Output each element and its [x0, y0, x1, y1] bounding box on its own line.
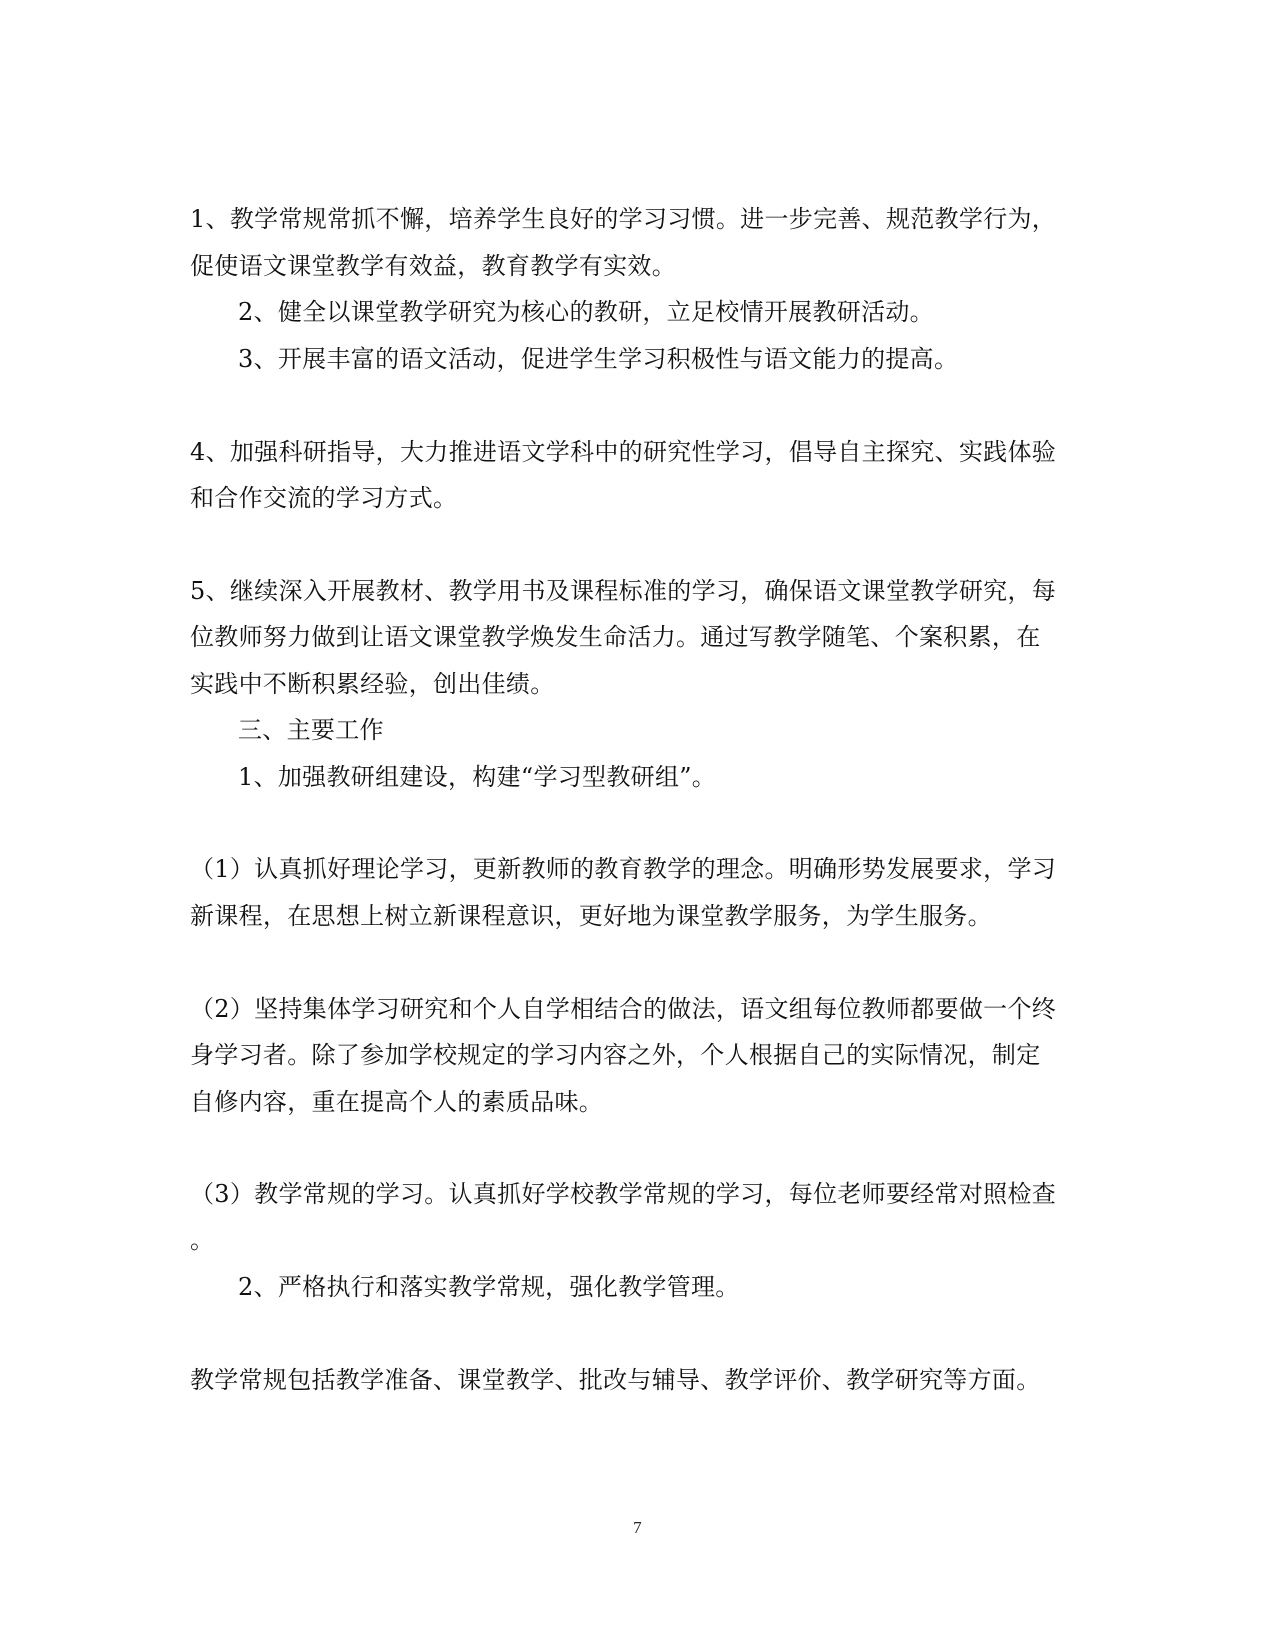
text-line: 2、健全以课堂教学研究为核心的教研，立足校情开展教研活动。: [238, 298, 934, 326]
section-heading: 三、主要工作: [238, 716, 384, 744]
text-line: 1、加强教研组建设，构建“学习型教研组”。: [238, 763, 717, 791]
text-line: 促使语文课堂教学有效益，教育教学有实效。: [190, 252, 676, 280]
text-line: （2）坚持集体学习研究和个人自学相结合的做法，语文组每位教师都要做一个终: [190, 995, 1057, 1023]
text-line: 新课程，在思想上树立新课程意识，更好地为课堂教学服务，为学生服务。: [190, 902, 992, 930]
text-line: 身学习者。除了参加学校规定的学习内容之外，个人根据自己的实际情况，制定: [190, 1041, 1041, 1069]
text-line: 5、继续深入开展教材、教学用书及课程标准的学习，确保语文课堂教学研究，每: [190, 577, 1057, 605]
text-line: 实践中不断积累经验，创出佳绩。: [190, 670, 555, 698]
text-line: （3）教学常规的学习。认真抓好学校教学常规的学习，每位老师要经常对照检查: [190, 1180, 1057, 1208]
text-line: 和合作交流的学习方式。: [190, 484, 458, 512]
text-line: 位教师努力做到让语文课堂教学焕发生命活力。通过写教学随笔、个案积累，在: [190, 623, 1041, 651]
text-line: 3、开展丰富的语文活动，促进学生学习积极性与语文能力的提高。: [238, 345, 959, 373]
text-line: 。: [190, 1226, 215, 1254]
text-line: 4、加强科研指导，大力推进语文学科中的研究性学习，倡导自主探究、实践体验: [190, 438, 1057, 466]
text-line: 教学常规包括教学准备、课堂教学、批改与辅导、教学评价、教学研究等方面。: [190, 1366, 1041, 1394]
text-line: （1）认真抓好理论学习，更新教师的教育教学的理念。明确形势发展要求，学习: [190, 855, 1057, 883]
text-line: 自修内容，重在提高个人的素质品味。: [190, 1088, 604, 1116]
text-line: 1、教学常规常抓不懈，培养学生良好的学习习惯。进一步完善、规范教学行为，: [190, 205, 1057, 233]
page-number: 7: [633, 1518, 642, 1537]
text-line: 2、严格执行和落实教学常规，强化教学管理。: [238, 1273, 740, 1301]
